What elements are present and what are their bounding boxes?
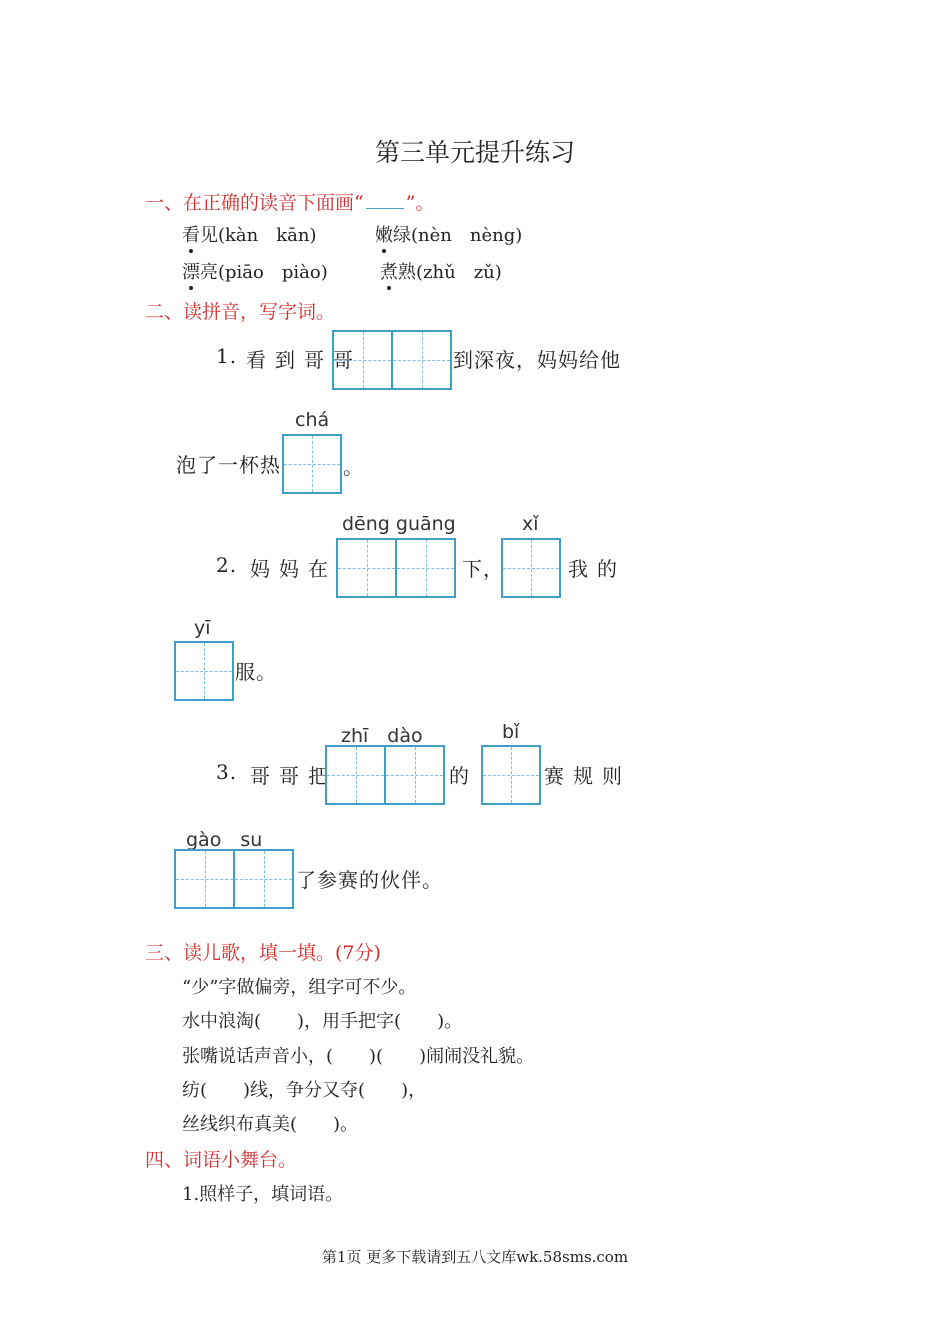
char: 熟 [398,262,416,283]
pinyin-options: (kàn kān) [218,225,317,246]
reading-item-4 [380,258,502,284]
pinyin-bi: bǐ [502,721,520,743]
q1-writing-grid[interactable] [332,330,452,390]
q2-writing-grid[interactable] [336,538,456,598]
char-dotted: 嫩 [375,221,393,247]
q3-writing-grid[interactable] [325,745,445,805]
reading-item-2 [375,221,522,247]
q3-writing-grid-3[interactable] [174,849,294,909]
section-1-heading-text: 一、在正确的读音下面画“ [145,192,364,214]
q1-text-c: 泡了一杯热 [176,453,281,477]
rhyme-line: 丝线织布真美( )。 [182,1114,359,1135]
pinyin-deng-guang: dēng guāng [342,513,456,535]
pinyin-options: (piāo piào) [218,262,328,283]
writing-cell[interactable] [483,747,539,803]
writing-cell[interactable] [391,332,450,388]
char: 亮 [200,262,218,283]
section-4-heading: 四、词语小舞台。 [145,1149,298,1171]
char-dotted: 漂 [182,258,200,284]
q3-text-d: 了参赛的伙伴。 [296,868,443,892]
q3-text-a: 哥哥把 [250,764,337,788]
pinyin-yi: yī [194,617,211,639]
rhyme-line: 水中浪淘( )，用手把字( )。 [182,1011,463,1032]
section-1-heading [145,188,434,215]
pinyin-xi: xǐ [522,513,539,535]
q1-text-b: 到深夜，妈妈给他 [453,348,621,372]
q3-text-c: 赛规则 [544,764,631,788]
q1-number: 1. [216,344,238,368]
q3-text-b: 的 [449,764,470,788]
q1-writing-grid-2[interactable] [282,434,342,494]
writing-cell[interactable] [233,851,292,907]
char-dotted: 煮 [380,258,398,284]
q2-text-d: 服。 [235,660,277,684]
q2-text-c: 我的 [568,557,626,581]
writing-cell[interactable] [338,540,395,596]
pinyin-gao-su: gào su [186,829,263,851]
section-1-heading-end: ”。 [405,192,435,214]
rhyme-line: 纺( )线，争分又夺( )， [182,1080,427,1101]
rhyme-line: “少”字做偏旁，组字可不少。 [182,977,417,998]
writing-cell[interactable] [384,747,443,803]
writing-cell[interactable] [395,540,454,596]
writing-cell[interactable] [176,643,232,699]
q2-text-a: 妈妈在 [250,557,337,581]
rhyme-line: 张嘴说话声音小，( )( )闹闹没礼貌。 [182,1046,535,1067]
pinyin-cha: chá [295,409,330,431]
q1-text-d: 。 [343,455,364,479]
q2-writing-grid-2[interactable] [501,538,561,598]
section-3-heading: 三、读儿歌，填一填。(7分) [145,942,381,964]
section-2-heading: 二、读拼音，写字词。 [145,301,336,323]
q2-writing-grid-3[interactable] [174,641,234,701]
q1-text-a: 看到哥哥 [246,348,362,372]
q3-writing-grid-2[interactable] [481,745,541,805]
q3-number: 3. [216,760,238,784]
underline-blank [366,208,404,209]
reading-item-3 [182,258,328,284]
section-4-instruction: 1.照样子，填词语。 [182,1184,344,1205]
page-footer: 第1页 更多下载请到五八文库wk.58sms.com [321,1248,629,1266]
writing-cell[interactable] [503,540,559,596]
writing-cell[interactable] [334,332,391,388]
q2-text-b: 下， [462,557,504,581]
char: 见 [200,225,218,246]
pinyin-options: (nèn nèng) [411,225,523,246]
writing-cell[interactable] [176,851,233,907]
writing-cell[interactable] [284,436,340,492]
writing-cell[interactable] [327,747,384,803]
q2-number: 2. [216,553,238,577]
reading-item-1 [182,221,317,247]
char-dotted: 看 [182,221,200,247]
pinyin-options: (zhǔ zǔ) [416,262,502,283]
pinyin-zhi-dao: zhī dào [341,725,423,747]
char: 绿 [393,225,411,246]
page-title: 第三单元提升练习 [374,138,575,167]
